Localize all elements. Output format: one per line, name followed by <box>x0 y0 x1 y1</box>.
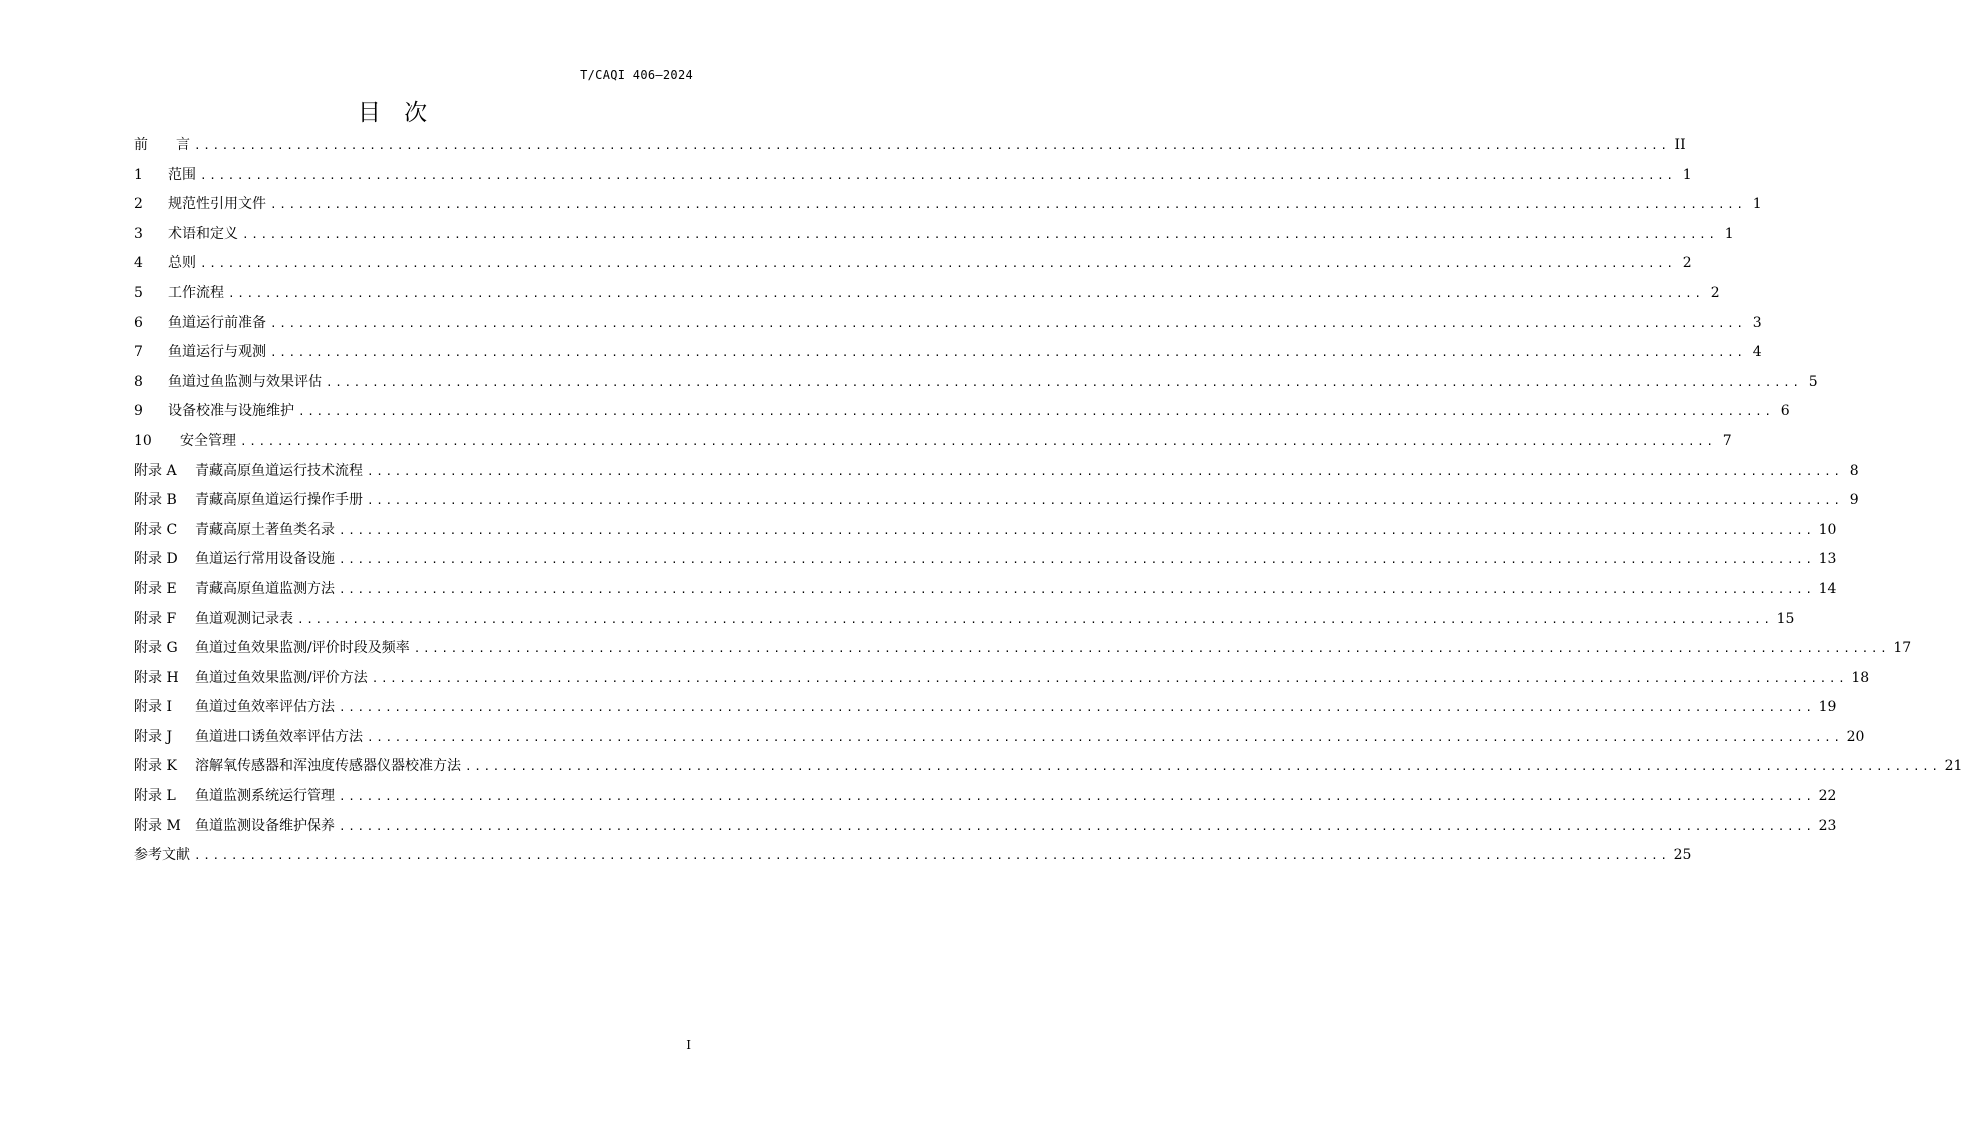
toc-entry-page: 1 <box>1724 225 1734 242</box>
toc-entry-number: 4 <box>134 255 143 272</box>
toc-entry-label: 前 言 <box>134 137 190 153</box>
toc-entry[interactable] <box>134 249 1692 279</box>
toc-entry-label: 青藏高原鱼道运行操作手册 <box>195 492 363 509</box>
toc-entry-page: 20 <box>1846 728 1865 745</box>
toc-entry[interactable] <box>134 220 1734 250</box>
toc-entry-page: 6 <box>1780 403 1790 420</box>
toc-entry-label: 总则 <box>168 255 196 272</box>
toc-entry[interactable] <box>134 190 1762 220</box>
toc-dot-leader: ................................................................................................................................................................ <box>242 227 1718 241</box>
toc-dot-leader: ................................................................................................................................................................ <box>200 257 1676 271</box>
toc-entry[interactable] <box>134 368 1818 398</box>
toc-entry-number: 1 <box>134 166 143 183</box>
toc-entry-page: II <box>1674 137 1686 153</box>
toc-entry[interactable] <box>134 427 1732 457</box>
toc-entry-label: 范围 <box>168 166 196 183</box>
toc-entry-label: 鱼道过鱼效率评估方法 <box>195 699 335 716</box>
toc-entry-label: 鱼道观测记录表 <box>195 610 293 627</box>
toc-entry-number: 附录 A <box>134 462 177 479</box>
toc-dot-leader: ................................................................................................................................................................ <box>371 671 1848 685</box>
toc-entry-number: 6 <box>134 314 143 331</box>
toc-entry-page: 2 <box>1682 255 1692 272</box>
toc-entry-number: 附录 I <box>134 699 172 716</box>
toc-entry-number: 7 <box>134 344 143 361</box>
toc-entry-label: 参考文献 <box>134 847 190 864</box>
toc-entry-label: 鱼道过鱼监测与效果评估 <box>168 373 322 390</box>
toc-entry-label: 溶解氧传感器和浑浊度传感器仪器校准方法 <box>195 758 461 775</box>
toc-entry-label: 鱼道过鱼效果监测/评价时段及频率 <box>195 640 410 657</box>
toc-entry-number: 附录 E <box>134 580 177 597</box>
toc-entry-number: 附录 M <box>134 817 181 834</box>
toc-entry-label: 青藏高原鱼道运行技术流程 <box>195 462 363 479</box>
toc-entry-label: 工作流程 <box>168 284 224 301</box>
toc-entry-number: 3 <box>134 225 143 242</box>
toc-entry-number: 10 <box>134 432 152 449</box>
toc-entry[interactable] <box>134 723 1865 753</box>
toc-dot-leader: ................................................................................................................................................................ <box>367 464 1843 478</box>
toc-entry[interactable] <box>134 338 1762 368</box>
footer-page-number: I <box>686 1038 691 1052</box>
toc-entry-label: 术语和定义 <box>168 225 238 242</box>
toc-entry-label: 规范性引用文件 <box>168 196 266 213</box>
toc-entry[interactable] <box>134 486 1859 516</box>
table-of-contents <box>134 131 1962 871</box>
toc-dot-leader: ................................................................................................................................................................ <box>298 405 1774 419</box>
toc-dot-leader: ................................................................................................................................................................ <box>194 849 1670 863</box>
toc-entry-label: 设备校准与设施维护 <box>168 403 294 420</box>
toc-dot-leader: ................................................................................................................................................................ <box>200 168 1676 182</box>
toc-entry-label: 鱼道运行前准备 <box>168 314 266 331</box>
toc-dot-leader: ................................................................................................................................................................ <box>339 790 1815 804</box>
toc-dot-leader: ................................................................................................................................................................ <box>339 819 1815 833</box>
toc-dot-leader: ................................................................................................................................................................ <box>339 553 1815 567</box>
toc-dot-leader: ................................................................................................................................................................ <box>228 286 1704 300</box>
toc-dot-leader: ................................................................................................................................................................ <box>194 139 1670 152</box>
toc-dot-leader: ................................................................................................................................................................ <box>326 375 1802 389</box>
toc-entry-number: 附录 F <box>134 610 177 627</box>
toc-entry-number: 附录 K <box>134 758 177 775</box>
toc-entry-number: 9 <box>134 403 143 420</box>
toc-entry-label: 青藏高原鱼道监测方法 <box>195 580 335 597</box>
toc-entry-page: 25 <box>1673 847 1692 864</box>
toc-entry-number: 2 <box>134 196 143 213</box>
toc-dot-leader: ................................................................................................................................................................ <box>270 198 1746 212</box>
toc-entry[interactable] <box>134 309 1762 339</box>
toc-entry[interactable] <box>134 516 1837 546</box>
toc-entry[interactable] <box>134 131 1686 161</box>
toc-entry-label: 鱼道监测设备维护保养 <box>195 817 335 834</box>
toc-entry-page: 15 <box>1776 610 1795 627</box>
toc-entry-label: 青藏高原土著鱼类名录 <box>195 521 335 538</box>
toc-entry-page: 4 <box>1752 344 1762 361</box>
toc-entry-page: 18 <box>1851 669 1870 686</box>
toc-entry[interactable] <box>134 752 1962 782</box>
toc-entry-number: 附录 B <box>134 492 177 509</box>
toc-entry[interactable] <box>134 841 1692 871</box>
toc-entry-page: 22 <box>1818 788 1837 805</box>
toc-entry-page: 10 <box>1818 521 1837 538</box>
toc-dot-leader: ................................................................................................................................................................ <box>270 316 1746 330</box>
toc-entry[interactable] <box>134 397 1790 427</box>
toc-entry-label: 鱼道监测系统运行管理 <box>195 788 335 805</box>
toc-entry-number: 附录 G <box>134 640 178 657</box>
toc-entry-label: 安全管理 <box>180 432 236 449</box>
toc-entry-label: 鱼道过鱼效果监测/评价方法 <box>195 669 368 686</box>
toc-entry[interactable] <box>134 634 1912 664</box>
toc-entry[interactable] <box>134 161 1692 191</box>
toc-entry[interactable] <box>134 664 1870 694</box>
document-code: T/CAQI 406—2024 <box>580 68 693 82</box>
toc-entry-number: 附录 L <box>134 788 176 805</box>
toc-dot-leader: ................................................................................................................................................................ <box>240 434 1716 448</box>
toc-entry-page: 7 <box>1722 432 1732 449</box>
toc-entry[interactable] <box>134 575 1837 605</box>
toc-entry-page: 2 <box>1710 284 1720 301</box>
toc-entry[interactable] <box>134 812 1837 842</box>
toc-dot-leader: ................................................................................................................................................................ <box>465 760 1941 774</box>
toc-entry-page: 19 <box>1818 699 1837 716</box>
toc-entry-page: 3 <box>1752 314 1762 331</box>
toc-entry-number: 附录 H <box>134 669 179 686</box>
toc-entry-page: 14 <box>1818 580 1837 597</box>
page-title: 目 次 <box>357 100 436 126</box>
toc-dot-leader: ................................................................................................................................................................ <box>339 523 1815 537</box>
toc-entry-page: 1 <box>1752 196 1762 213</box>
toc-dot-leader: ................................................................................................................................................................ <box>297 612 1773 626</box>
toc-entry[interactable] <box>134 782 1837 812</box>
toc-entry-page: 13 <box>1818 551 1837 568</box>
toc-entry-number: 5 <box>134 284 143 301</box>
toc-entry[interactable] <box>134 545 1837 575</box>
toc-entry-label: 鱼道运行与观测 <box>168 344 266 361</box>
toc-dot-leader: ................................................................................................................................................................ <box>367 730 1843 744</box>
toc-dot-leader: ................................................................................................................................................................ <box>367 494 1843 508</box>
toc-entry-page: 21 <box>1944 758 1962 775</box>
toc-entry-number: 附录 D <box>134 551 178 568</box>
toc-entry-page: 9 <box>1849 492 1859 509</box>
toc-entry-page: 5 <box>1808 373 1818 390</box>
toc-dot-leader: ................................................................................................................................................................ <box>270 346 1746 360</box>
toc-entry-label: 鱼道运行常用设备设施 <box>195 551 335 568</box>
toc-entry[interactable] <box>134 605 1795 635</box>
toc-entry-label: 鱼道进口诱鱼效率评估方法 <box>195 728 363 745</box>
toc-entry[interactable] <box>134 693 1837 723</box>
toc-dot-leader: ................................................................................................................................................................ <box>413 642 1890 656</box>
toc-entry-page: 1 <box>1682 166 1692 183</box>
toc-dot-leader: ................................................................................................................................................................ <box>339 582 1815 596</box>
toc-entry[interactable] <box>134 279 1720 309</box>
toc-entry-page: 17 <box>1893 640 1912 657</box>
toc-entry-page: 23 <box>1818 817 1837 834</box>
toc-dot-leader: ................................................................................................................................................................ <box>339 701 1815 715</box>
toc-entry[interactable] <box>134 457 1859 487</box>
toc-entry-number: 附录 J <box>134 728 173 745</box>
toc-entry-number: 8 <box>134 373 143 390</box>
toc-entry-page: 8 <box>1849 462 1859 479</box>
toc-entry-number: 附录 C <box>134 521 178 538</box>
